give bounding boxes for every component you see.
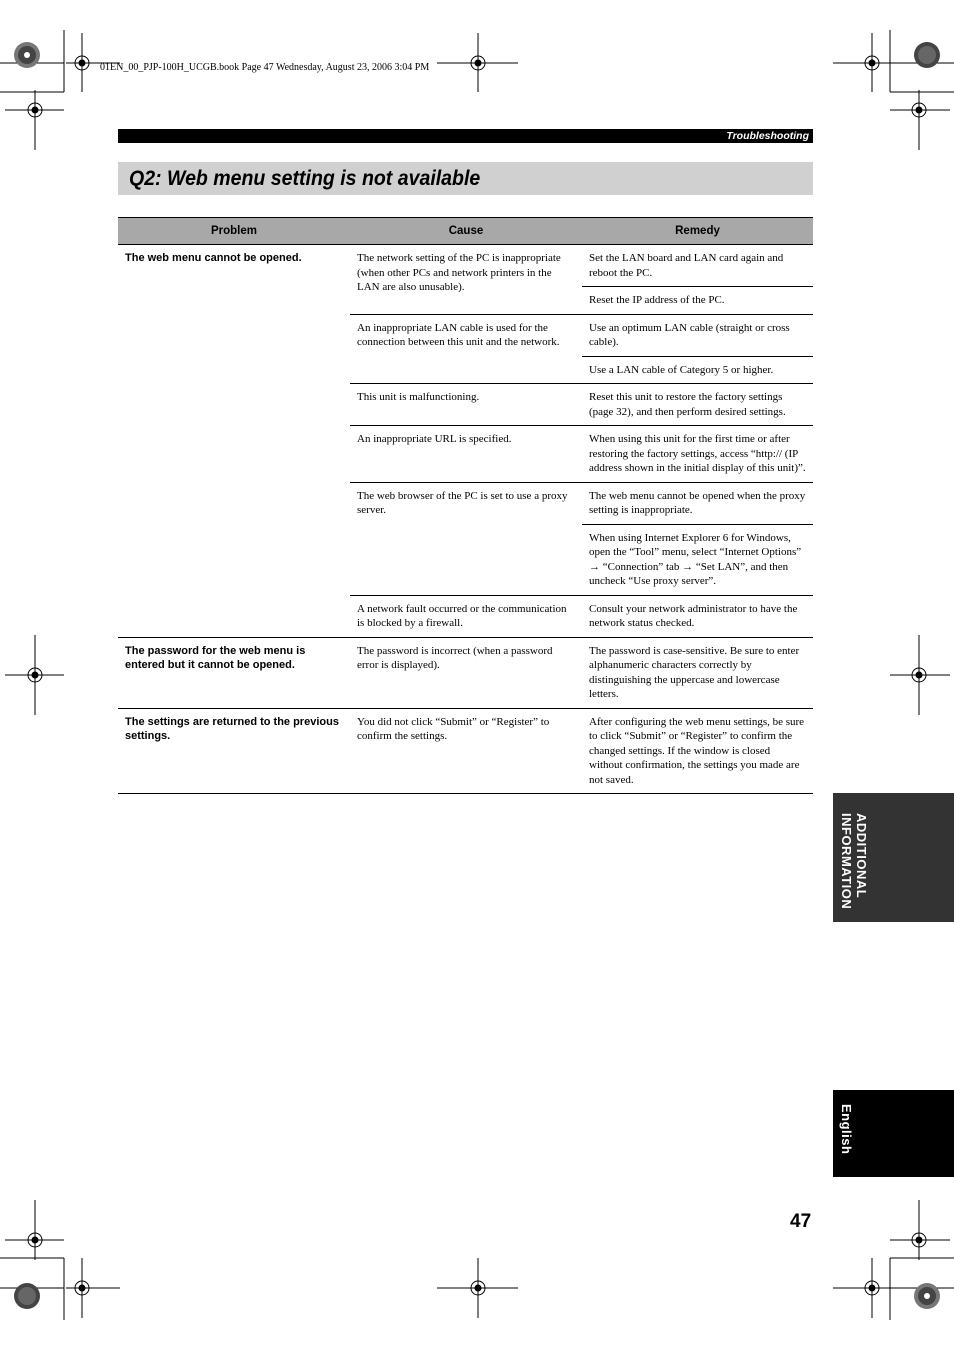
remedy-cell: Reset this unit to restore the factory settings (page 32), and then perform desired settings. bbox=[582, 384, 813, 426]
side-tab-additional-information bbox=[833, 793, 954, 922]
problem-cell: The password for the web menu is entered but it cannot be opened. bbox=[118, 637, 350, 708]
problem-cell: The web menu cannot be opened. bbox=[118, 245, 350, 638]
side-tab-english bbox=[833, 1090, 954, 1177]
remedy-cell: Reset the IP address of the PC. bbox=[582, 287, 813, 315]
page-number: 47 bbox=[790, 1211, 812, 1232]
section-bar bbox=[118, 129, 813, 143]
table-row bbox=[118, 708, 813, 794]
remedy-cell: The password is case-sensitive. Be sure to enter alphanumeric characters correctly by distinguishing the uppercase and lowercase letters. bbox=[582, 637, 813, 708]
table-header-row bbox=[118, 218, 813, 245]
cause-cell: The network setting of the PC is inappropriate (when other PCs and network printers in the LAN are also unusable). bbox=[350, 245, 582, 315]
cause-cell: The password is incorrect (when a password error is displayed). bbox=[350, 637, 582, 708]
cause-cell: A network fault occurred or the communication is blocked by a firewall. bbox=[350, 595, 582, 637]
title-box bbox=[118, 162, 813, 195]
page-title: Q2: Web menu setting is not available bbox=[129, 167, 481, 190]
cause-cell: You did not click “Submit” or “Register” to confirm the settings. bbox=[350, 708, 582, 794]
section-label: Troubleshooting bbox=[726, 130, 809, 142]
problem-cell: The settings are returned to the previous settings. bbox=[118, 708, 350, 794]
side-tab-additional-label: ADDITIONAL INFORMATION bbox=[839, 813, 869, 910]
remedy-cell: Use an optimum LAN cable (straight or cross cable). bbox=[582, 314, 813, 356]
header-remedy: Remedy bbox=[582, 218, 813, 245]
remedy-cell: Consult your network administrator to have the network status checked. bbox=[582, 595, 813, 637]
header-cause: Cause bbox=[350, 218, 582, 245]
remedy-cell: After configuring the web menu settings, be sure to click “Submit” or “Register” to confirm the changed settings. If the window is closed without confirmation, the settings you made are not saved. bbox=[582, 708, 813, 794]
file-info-header: 01EN_00_PJP-100H_UCGB.book Page 47 Wednesday, August 23, 2006 3:04 PM bbox=[100, 62, 430, 73]
side-tab-language-label: English bbox=[839, 1104, 854, 1155]
cause-cell: An inappropriate LAN cable is used for the connection between this unit and the network. bbox=[350, 314, 582, 384]
remedy-cell: When using Internet Explorer 6 for Windows, open the “Tool” menu, select “Internet Options” → “Connection” tab → “Set LAN”, and then uncheck “Use proxy server”. bbox=[582, 524, 813, 595]
table-row bbox=[118, 637, 813, 708]
troubleshooting-table bbox=[118, 217, 813, 794]
remedy-cell: The web menu cannot be opened when the proxy setting is inappropriate. bbox=[582, 482, 813, 524]
remedy-cell: Use a LAN cable of Category 5 or higher. bbox=[582, 356, 813, 384]
table-row bbox=[118, 245, 813, 287]
cause-cell: An inappropriate URL is specified. bbox=[350, 426, 582, 483]
remedy-cell: Set the LAN board and LAN card again and reboot the PC. bbox=[582, 245, 813, 287]
remedy-cell: When using this unit for the first time or after restoring the factory settings, access “http:// (IP address shown in the initial display of this unit)”. bbox=[582, 426, 813, 483]
header-problem: Problem bbox=[118, 218, 350, 245]
cause-cell: The web browser of the PC is set to use a proxy server. bbox=[350, 482, 582, 595]
cause-cell: This unit is malfunctioning. bbox=[350, 384, 582, 426]
